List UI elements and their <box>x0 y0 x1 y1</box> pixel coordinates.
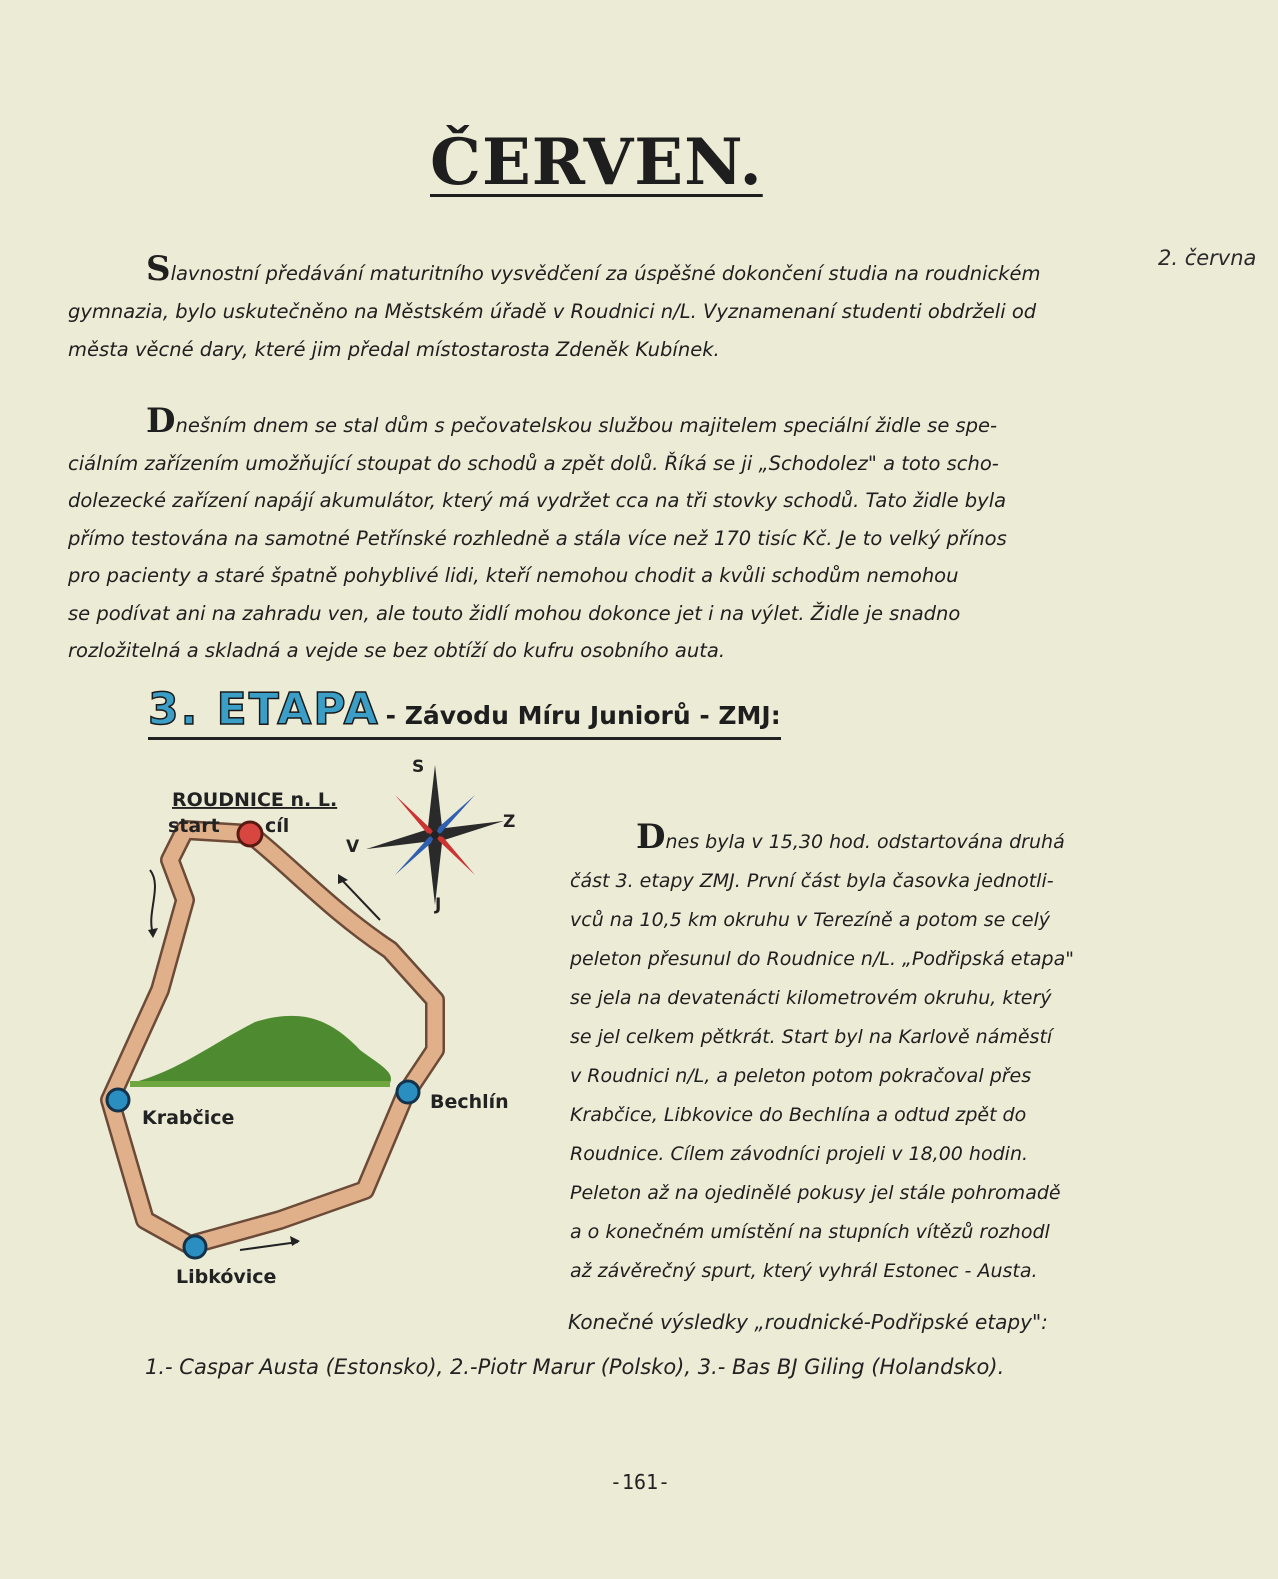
page-number: -161- <box>609 1470 671 1494</box>
krabcice-label: Krabčice <box>142 1107 235 1129</box>
paragraph-line: dolezecké zařízení napájí akumulátor, který má vydržet cca na tři stovky schodů. Tato židle byla <box>68 489 1007 512</box>
paragraph-race-report <box>570 818 1160 1291</box>
start-finish-marker <box>238 822 262 846</box>
drop-initial: S <box>146 249 171 289</box>
race-route-map <box>90 750 540 1310</box>
paragraph-stair-chair <box>68 403 1148 670</box>
paragraph-line: Krabčice, Libkovice do Bechlína a odtud zpět do <box>570 1104 1027 1126</box>
paragraph-line <box>68 250 1148 293</box>
margin-date-note: 2. června <box>1158 246 1257 270</box>
compass-rose-icon <box>365 765 506 905</box>
page-title: ČERVEN. <box>430 125 763 200</box>
paragraph-line: se podívat ani na zahradu ven, ale touto židlí mohou dokonce jet i na výlet. Židle je snadno <box>68 601 961 625</box>
paragraph-line: města věcné dary, které jim předal místostarosta Zdeněk Kubínek. <box>68 338 720 361</box>
paragraph-line: a o konečném umístění na stupních vítězů rozhodl <box>570 1221 1050 1243</box>
libkovice-marker <box>184 1236 206 1258</box>
results-heading: Konečné výsledky „roudnické-Podřipské etapy": <box>568 1310 1048 1334</box>
direction-arrow-icon <box>240 1242 298 1250</box>
paragraph-line <box>570 818 1160 862</box>
paragraph-line: rozložitelná a skladná a vejde se bez obtíží do kufru osobního auta. <box>68 639 726 662</box>
drop-initial: D <box>636 817 666 857</box>
paragraph-line: se jel celkem pětkrát. Start byl na Karlově náměstí <box>570 1026 1053 1048</box>
results-list: 1.- Caspar Austa (Estonsko), 2.-Piotr Marur (Polsko), 3.- Bas BJ Giling (Holandsko). <box>145 1355 1005 1379</box>
start-label: start <box>168 815 220 837</box>
libkovice-label: Libkóvice <box>176 1266 277 1288</box>
drop-initial: D <box>146 401 176 441</box>
finish-label: cíl <box>265 815 290 837</box>
line-text: nešním dnem se stal dům s pečovatelskou službou majitelem speciální židle se spe- <box>175 414 998 437</box>
arrowhead <box>290 1236 300 1246</box>
paragraph-line: pro pacienty a staré špatně pohyblivé lidi, kteří nemohou chodit a kvůli schodům nemohou <box>68 564 959 587</box>
line-text: nes byla v 15,30 hod. odstartována druhá <box>665 831 1065 853</box>
paragraph-line: peleton přesunul do Roudnice n/L. „Podřipská etapa" <box>570 948 1074 970</box>
compass-south-label: J <box>435 895 442 915</box>
direction-arrow-icon <box>150 870 155 930</box>
paragraph-line <box>68 403 1148 445</box>
line-text: lavnostní předávání maturitního vysvědčení za úspěšné dokončení studia na roudnickém <box>170 262 1041 285</box>
krabcice-marker <box>107 1089 129 1111</box>
etapa-subtitle: - Závodu Míru Juniorů - ZMJ: <box>385 701 781 730</box>
etapa-number: 3. ETAPA <box>148 684 380 735</box>
section-heading-etapa <box>148 684 781 740</box>
arrowhead <box>148 928 158 938</box>
paragraph-line: až závěrečný spurt, který vyhrál Estonec - Austa. <box>570 1260 1038 1282</box>
compass-east-label: Z <box>503 812 516 832</box>
paragraph-line: ciálním zařízením umožňující stoupat do schodů a zpět dolů. Říká se ji „Schodolez" a toto scho- <box>68 451 999 475</box>
compass-west-label: V <box>346 837 360 857</box>
paragraph-line: Peleton až na ojedinělé pokusy jel stále pohromadě <box>570 1182 1061 1204</box>
paragraph-line: v Roudnici n/L, a peleton potom pokračoval přes <box>570 1065 1032 1087</box>
rip-hill-icon <box>132 1016 391 1083</box>
compass-north-label: S <box>412 757 425 777</box>
bechlin-label: Bechlín <box>430 1091 509 1113</box>
bechlin-marker <box>397 1081 419 1103</box>
paragraph-line: se jela na devatenácti kilometrovém okruhu, který <box>570 987 1052 1009</box>
paragraph-line: část 3. etapy ZMJ. První část byla časovka jednotli- <box>570 870 1054 892</box>
paragraph-line: Roudnice. Cílem závodníci projeli v 18,00 hodin. <box>570 1143 1029 1165</box>
paragraph-line: vců na 10,5 km okruhu v Terezíně a potom se celý <box>570 909 1051 931</box>
paragraph-line: gymnazia, bylo uskutečněno na Městském úřadě v Roudnici n/L. Vyznamenaní studenti obdrželi od <box>68 300 1037 323</box>
paragraph-graduation <box>68 250 1148 369</box>
roudnice-label: ROUDNICE n. L. <box>172 789 338 811</box>
paragraph-line: přímo testována na samotné Petřínské rozhledně a stála více než 170 tisíc Kč. Je to velký přínos <box>68 526 1007 550</box>
